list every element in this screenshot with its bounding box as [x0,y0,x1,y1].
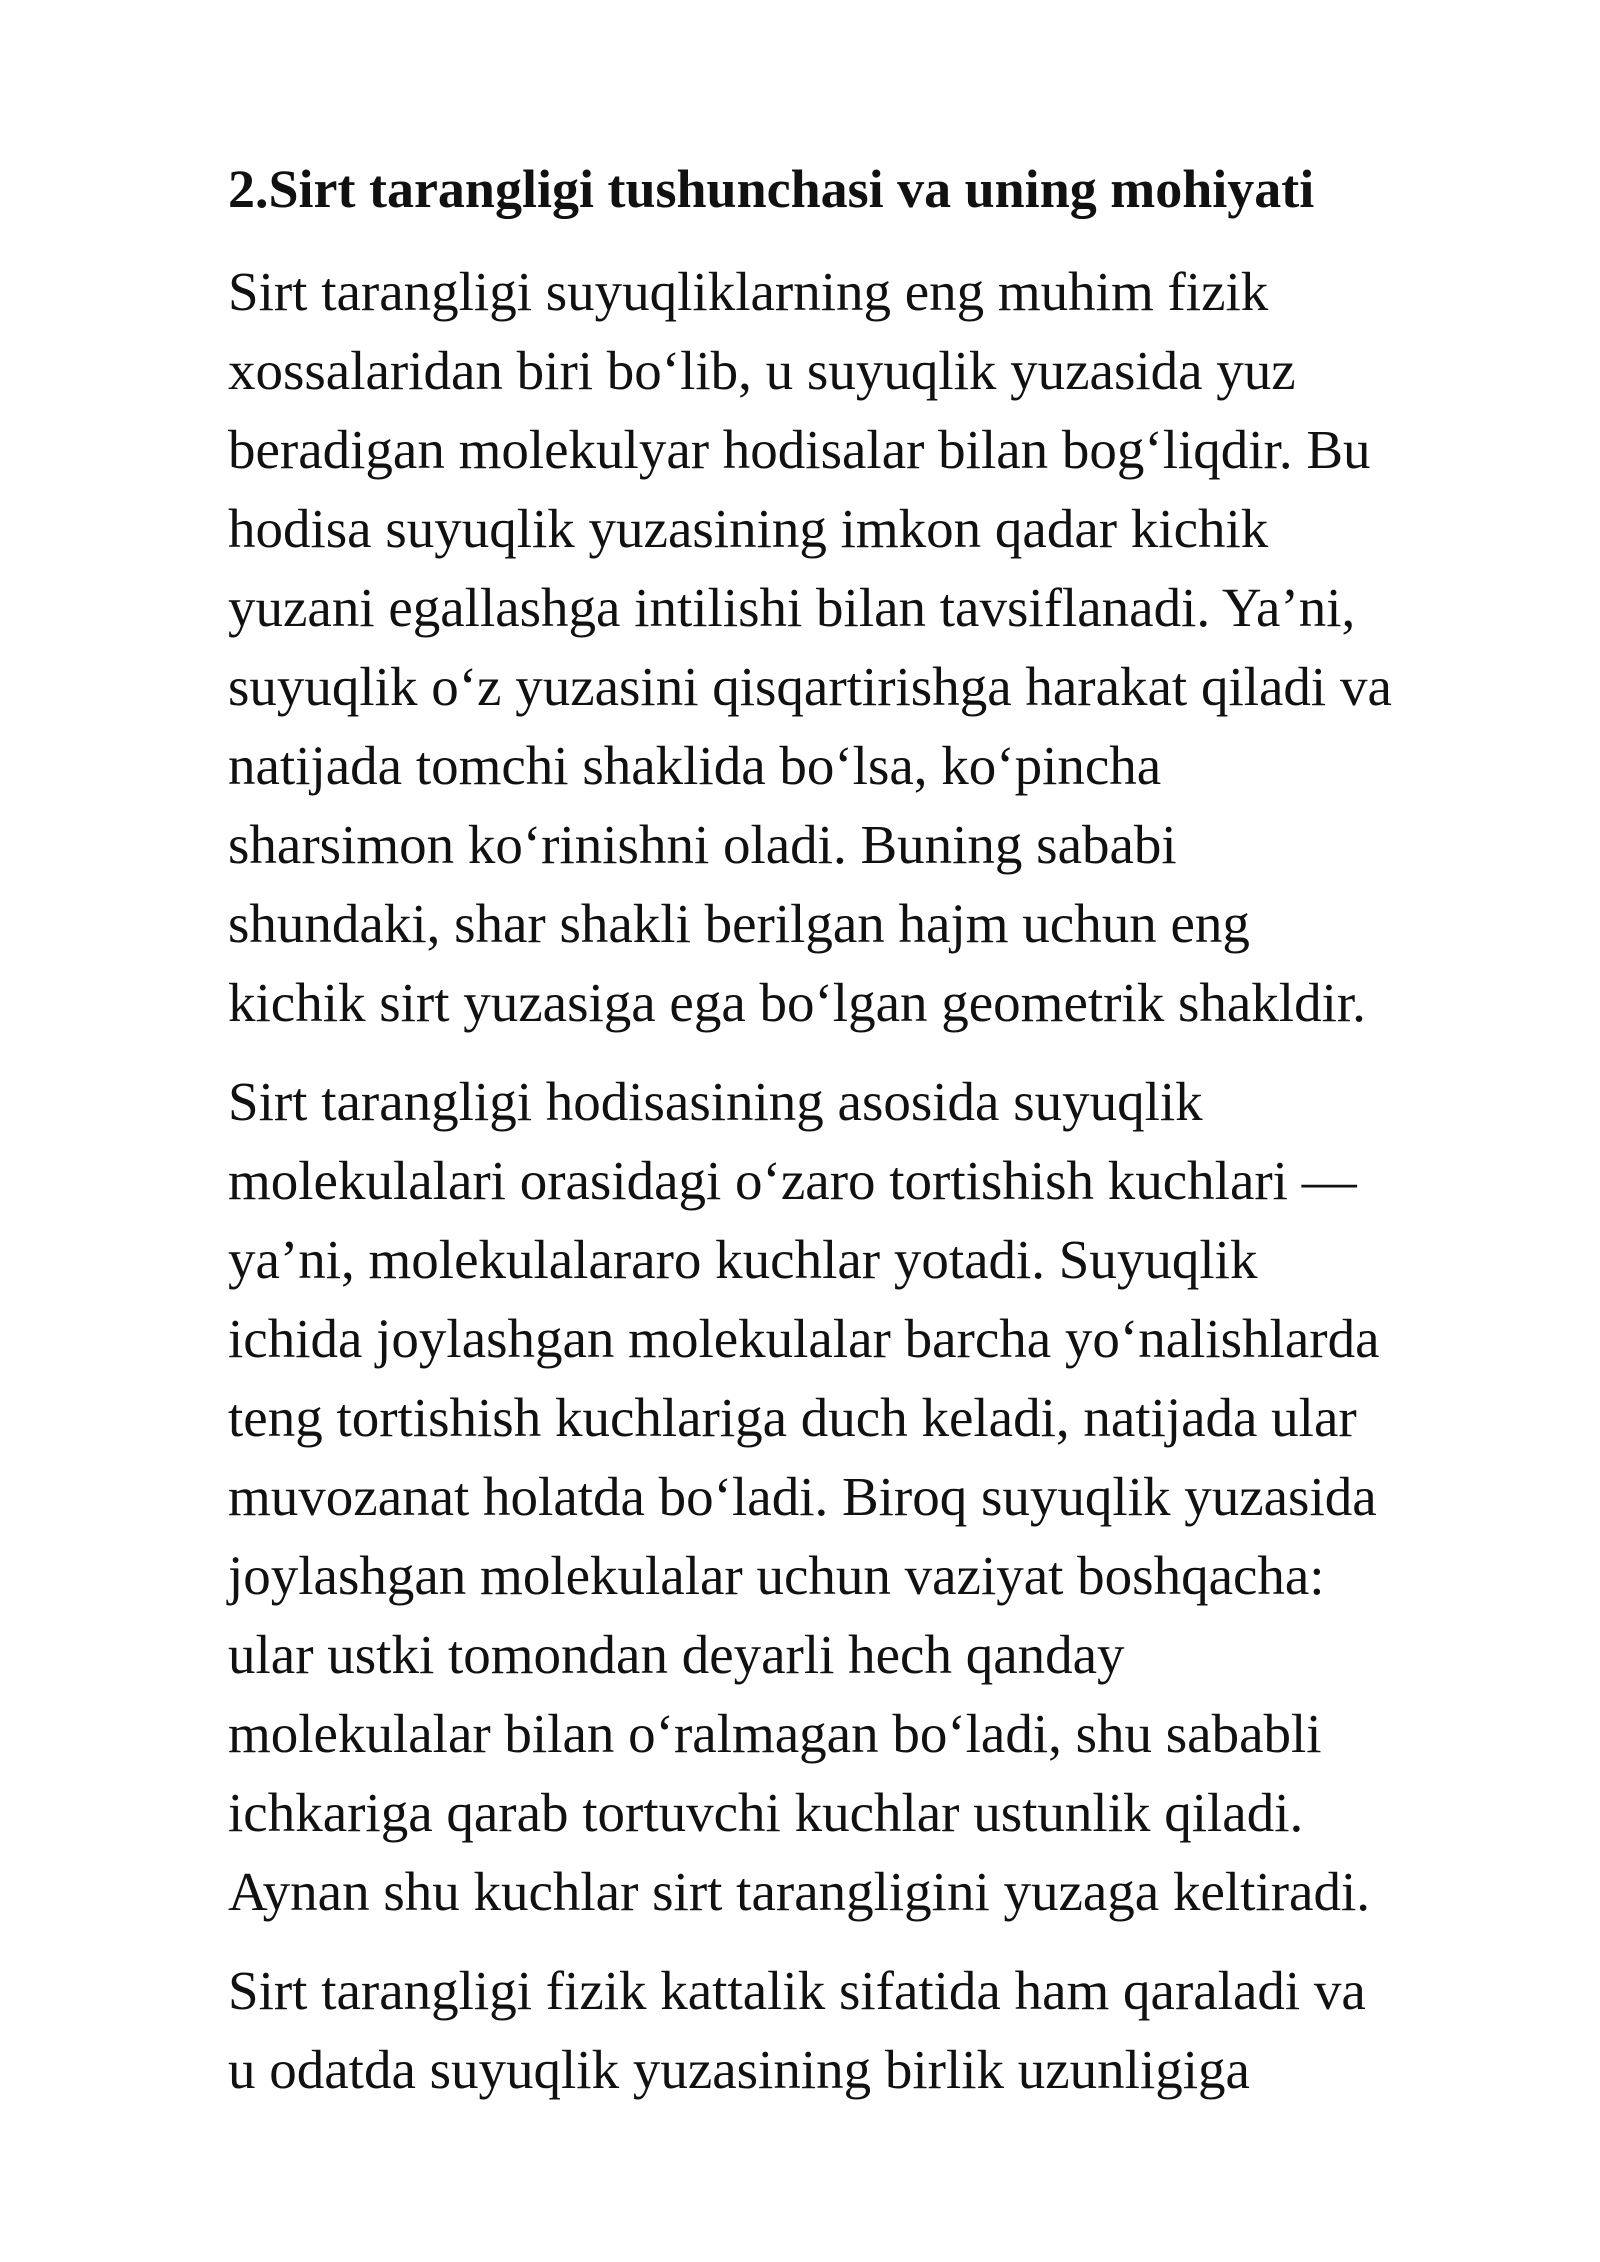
text-line: hodisa suyuqlik yuzasining imkon qadar kichik [228,498,1269,559]
text-line: u odatda suyuqlik yuzasining birlik uzunligiga [228,2039,1250,2100]
text-line: xossalaridan biri bo‘lib, u suyuqlik yuzasida yuz [228,340,1296,401]
document-page [228,150,1528,2129]
text-line: suyuqlik o‘z yuzasini qisqartirishga harakat qiladi va [228,656,1392,717]
text-line: ya’ni, molekulalararo kuchlar yotadi. Suyuqlik [228,1229,1258,1290]
text-line: ular ustki tomondan deyarli hech qanday [228,1624,1125,1685]
text-line: Sirt tarangligi suyuqliklarning eng muhim fizik [228,261,1269,322]
paragraph-2 [228,1062,1528,1931]
text-line: ichida joylashgan molekulalar barcha yo‘nalishlarda [228,1308,1380,1369]
paragraph-1 [228,252,1528,1042]
text-line: Sirt tarangligi fizik kattalik sifatida ham qaraladi va [228,1960,1366,2021]
text-line: ichkariga qarab tortuvchi kuchlar ustunlik qiladi. [228,1782,1304,1843]
text-line: yuzani egallashga intilishi bilan tavsiflanadi. Ya’ni, [228,577,1356,638]
text-line: teng tortishish kuchlariga duch keladi, natijada ular [228,1387,1357,1448]
text-line: molekulalari orasidagi o‘zaro tortishish kuchlari — [228,1150,1357,1211]
text-line: beradigan molekulyar hodisalar bilan bog‘liqdir. Bu [228,419,1371,480]
text-line: shundaki, shar shakli berilgan hajm uchun eng [228,893,1250,954]
text-line: muvozanat holatda bo‘ladi. Biroq suyuqlik yuzasida [228,1466,1377,1527]
text-line: Sirt tarangligi hodisasining asosida suyuqlik [228,1071,1203,1132]
text-line: molekulalar bilan o‘ralmagan bo‘ladi, shu sababli [228,1703,1322,1764]
text-line: natijada tomchi shaklida bo‘lsa, ko‘pincha [228,735,1162,796]
section-heading: 2.Sirt tarangligi tushunchasi va uning mohiyati [228,159,1315,219]
text-line: kichik sirt yuzasiga ega bo‘lgan geometrik shakldir. [228,972,1366,1033]
text-line: Aynan shu kuchlar sirt tarangligini yuzaga keltiradi. [228,1861,1370,1922]
text-line: joylashgan molekulalar uchun vaziyat boshqacha: [228,1545,1325,1606]
paragraph-3 [228,1951,1528,2109]
text-line: sharsimon ko‘rinishni oladi. Buning sababi [228,814,1177,875]
